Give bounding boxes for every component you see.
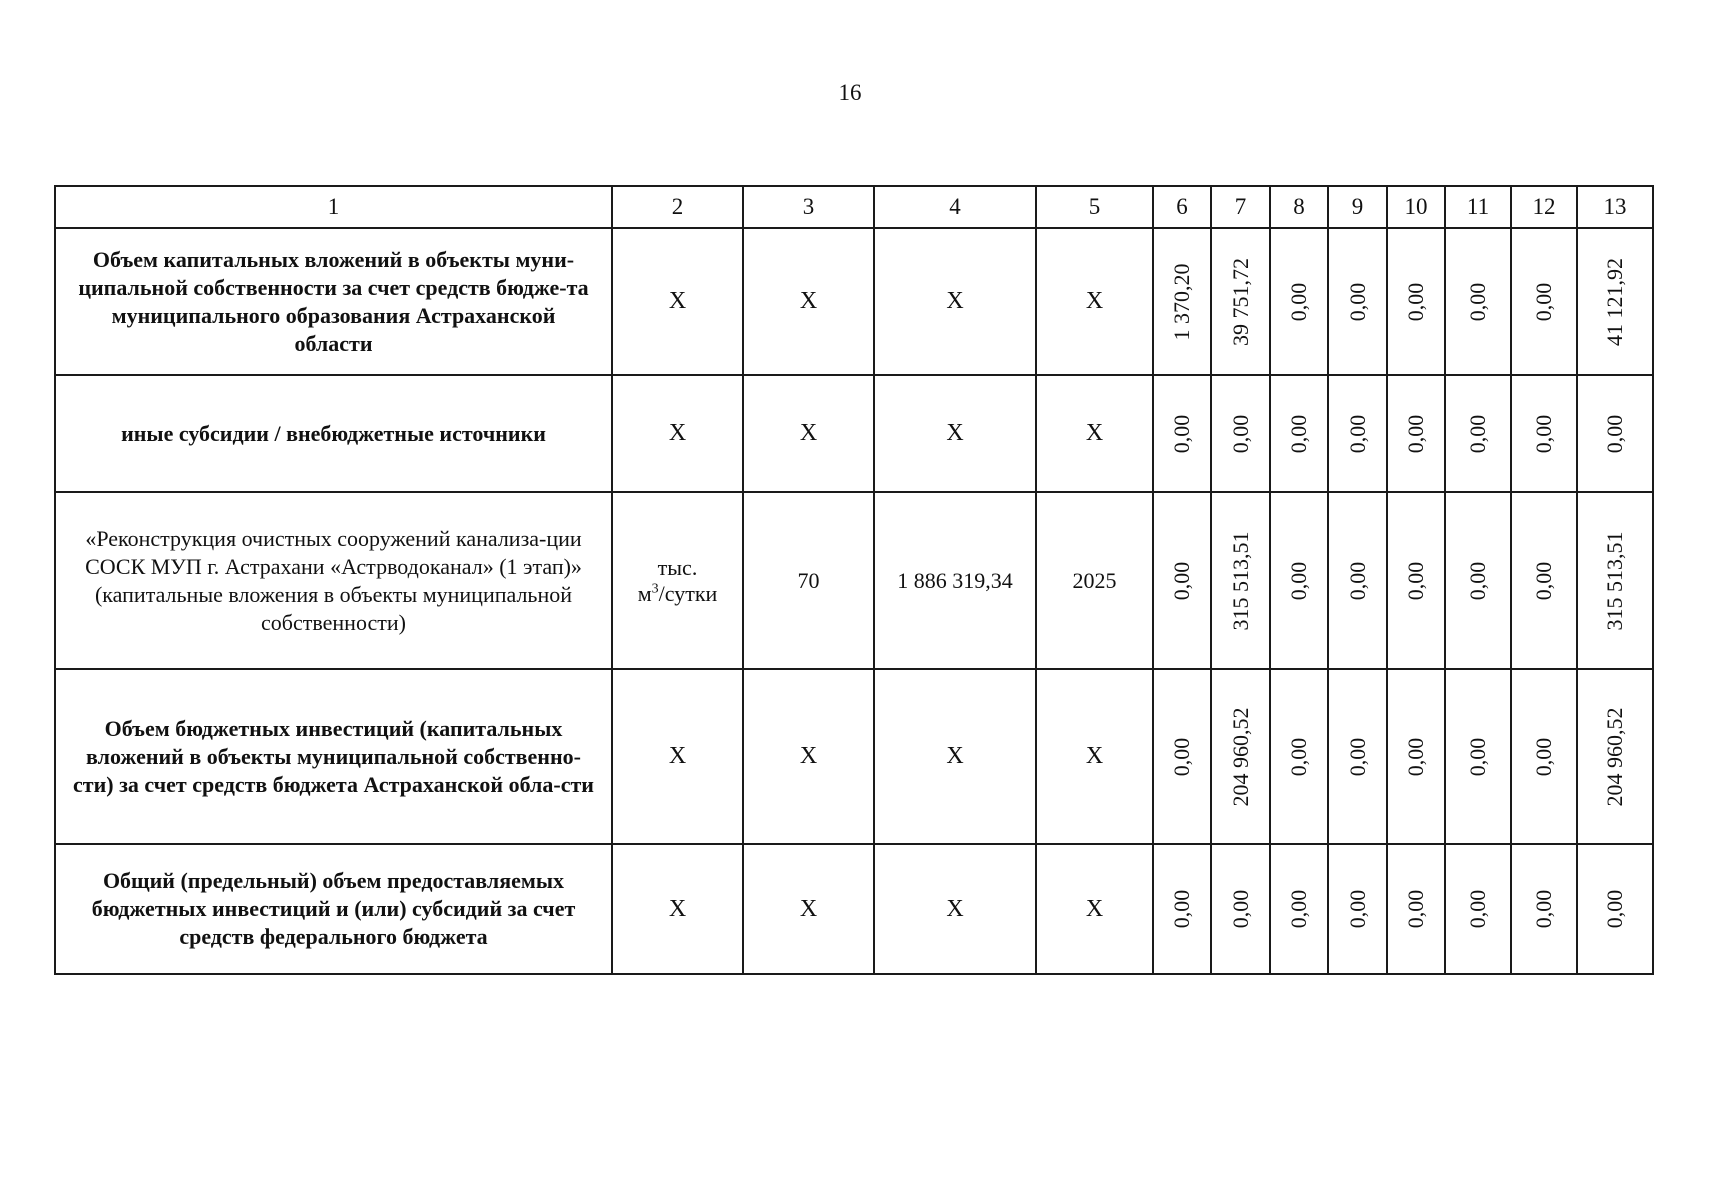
value-cell: 0,00 [1328, 492, 1387, 669]
col-header-12: 12 [1511, 186, 1577, 228]
unit-cell: X [612, 228, 743, 375]
col-header-8: 8 [1270, 186, 1328, 228]
estimated-cost-cell: X [874, 375, 1036, 492]
estimated-cost-cell: X [874, 844, 1036, 974]
capacity-cell: X [743, 844, 874, 974]
value-cell: 0,00 [1153, 375, 1211, 492]
budget-table [54, 185, 1654, 975]
value-cell: 0,00 [1387, 375, 1445, 492]
estimated-cost-cell: X [874, 669, 1036, 844]
value-cell: 0,00 [1328, 375, 1387, 492]
total-value-cell: 0,00 [1577, 844, 1653, 974]
value-cell: 0,00 [1445, 492, 1511, 669]
header-row [55, 186, 1653, 228]
col-header-11: 11 [1445, 186, 1511, 228]
unit-cell: X [612, 669, 743, 844]
value-cell: 0,00 [1511, 844, 1577, 974]
value-cell: 0,00 [1511, 669, 1577, 844]
value-cell: 0,00 [1387, 669, 1445, 844]
table-row [55, 844, 1653, 974]
value-cell: 0,00 [1211, 375, 1270, 492]
unit-prefix: тыс. [657, 554, 698, 580]
capacity-cell: X [743, 669, 874, 844]
unit-cell [612, 492, 743, 669]
col-header-9: 9 [1328, 186, 1387, 228]
year-cell: X [1036, 669, 1153, 844]
value-cell: 0,00 [1270, 492, 1328, 669]
unit-cell: X [612, 375, 743, 492]
value-cell: 39 751,72 [1211, 228, 1270, 375]
unit-main: $м^3$/сутки [637, 580, 718, 606]
value-cell: 0,00 [1445, 669, 1511, 844]
table-row [55, 228, 1653, 375]
year-cell: 2025 [1036, 492, 1153, 669]
col-header-2: 2 [612, 186, 743, 228]
value-cell: 0,00 [1211, 844, 1270, 974]
value-cell: 0,00 [1153, 844, 1211, 974]
year-cell: X [1036, 844, 1153, 974]
col-header-4: 4 [874, 186, 1036, 228]
total-value-cell: 204 960,52 [1577, 669, 1653, 844]
col-header-3: 3 [743, 186, 874, 228]
value-cell: 0,00 [1511, 375, 1577, 492]
col-header-6: 6 [1153, 186, 1211, 228]
value-cell: 204 960,52 [1211, 669, 1270, 844]
value-cell: 0,00 [1511, 228, 1577, 375]
value-cell: 0,00 [1445, 844, 1511, 974]
row-description: иные субсидии / внебюджетные источники [55, 375, 612, 492]
value-cell: 1 370,20 [1153, 228, 1211, 375]
total-value-cell: 0,00 [1577, 375, 1653, 492]
estimated-cost-cell: 1 886 319,34 [874, 492, 1036, 669]
value-cell: 0,00 [1270, 375, 1328, 492]
row-description: Объем капитальных вложений в объекты муни-ципальной собственности за счет средств бюдже-та муниципального образования Астраханской области [55, 228, 612, 375]
col-header-13: 13 [1577, 186, 1653, 228]
value-cell: 0,00 [1445, 375, 1511, 492]
value-cell: 0,00 [1387, 844, 1445, 974]
project-title: «Реконструкция очистных сооружений канализа-ции СОСК МУП г. Астрахани «Астрводоканал» (1 этап)» [85, 525, 582, 579]
page-number: 16 [838, 80, 862, 105]
value-cell: 0,00 [1328, 844, 1387, 974]
unit-cell: X [612, 844, 743, 974]
year-cell: X [1036, 228, 1153, 375]
table-row [55, 669, 1653, 844]
capacity-cell: X [743, 375, 874, 492]
project-subtitle: (капитальные вложения в объекты муниципальной собственности) [94, 581, 573, 635]
value-cell: 0,00 [1270, 669, 1328, 844]
table-row [55, 492, 1653, 669]
value-cell: 0,00 [1270, 844, 1328, 974]
year-cell: X [1036, 375, 1153, 492]
capacity-cell: X [743, 228, 874, 375]
value-cell: 0,00 [1153, 492, 1211, 669]
capacity-cell: 70 [743, 492, 874, 669]
estimated-cost-cell: X [874, 228, 1036, 375]
value-cell: 0,00 [1328, 228, 1387, 375]
value-cell: 0,00 [1445, 228, 1511, 375]
col-header-1: 1 [55, 186, 612, 228]
total-value-cell: 41 121,92 [1577, 228, 1653, 375]
col-header-5: 5 [1036, 186, 1153, 228]
table-row [55, 375, 1653, 492]
value-cell: 0,00 [1511, 492, 1577, 669]
row-description: Общий (предельный) объем предоставляемых бюджетных инвестиций и (или) субсидий за счет средств федерального бюджета [55, 844, 612, 974]
value-cell: 0,00 [1153, 669, 1211, 844]
row-description: Объем бюджетных инвестиций (капитальных вложений в объекты муниципальной собственно-сти) за счет средств бюджета Астраханской обла-сти [55, 669, 612, 844]
value-cell: 0,00 [1387, 228, 1445, 375]
row-description [55, 492, 612, 669]
col-header-10: 10 [1387, 186, 1445, 228]
col-header-7: 7 [1211, 186, 1270, 228]
value-cell: 0,00 [1387, 492, 1445, 669]
total-value-cell: 315 513,51 [1577, 492, 1653, 669]
value-cell: 0,00 [1328, 669, 1387, 844]
value-cell: 315 513,51 [1211, 492, 1270, 669]
value-cell: 0,00 [1270, 228, 1328, 375]
